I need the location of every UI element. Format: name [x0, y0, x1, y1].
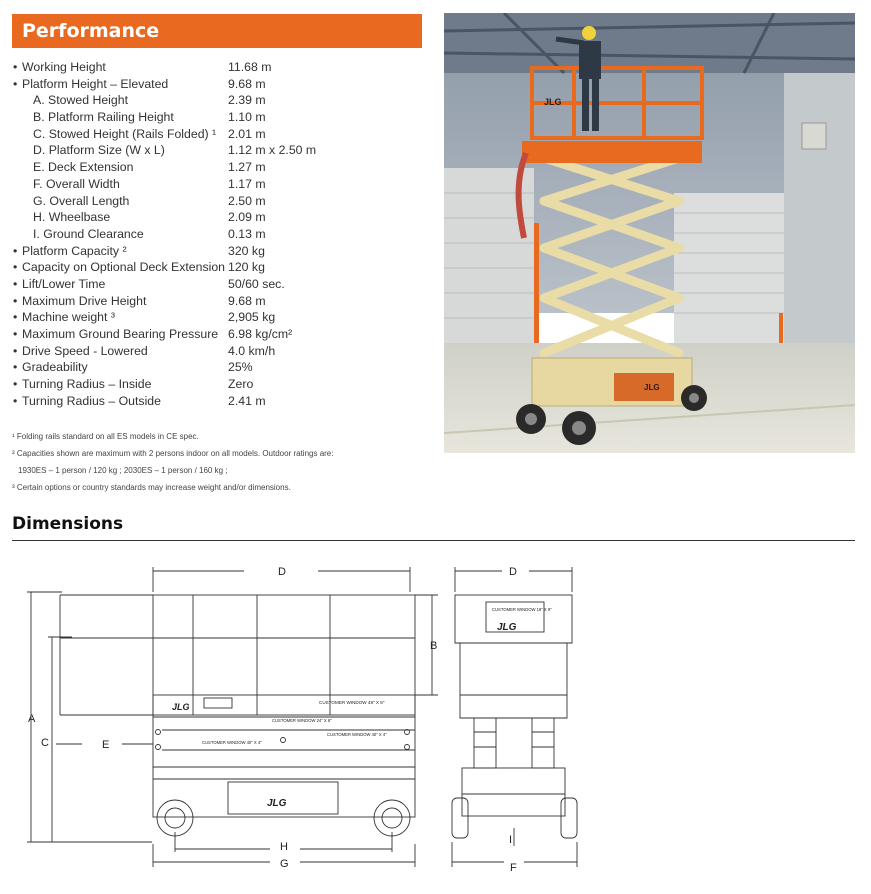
bullet: • [13, 293, 18, 308]
spec-value: 9.68 m [228, 293, 266, 308]
spec-label: Maximum Drive Height [22, 293, 147, 308]
spec-row [12, 327, 432, 344]
spec-list [12, 60, 432, 410]
front-view [452, 567, 577, 867]
spec-value: 25% [228, 360, 253, 375]
performance-banner [12, 14, 422, 48]
spec-value: 11.68 m [228, 60, 272, 74]
spec-value: 2.41 m [228, 393, 266, 408]
spec-row [12, 127, 432, 144]
performance-title: Performance [22, 20, 160, 42]
spec-row [12, 377, 432, 394]
spec-value: 2.09 m [228, 210, 266, 225]
spec-label: Lift/Lower Time [22, 276, 106, 291]
spec-value: 2,905 kg [228, 310, 276, 325]
bullet: • [13, 360, 18, 375]
footnotes [12, 431, 432, 499]
svg-text:CUSTOMER WINDOW 19" X 9": CUSTOMER WINDOW 19" X 9" [492, 607, 552, 612]
bullet: • [13, 276, 18, 291]
dimensions-title: Dimensions [12, 514, 124, 534]
spec-value: 2.50 m [228, 193, 266, 208]
spec-label: G. Overall Length [33, 193, 130, 208]
dim-label-a: A [28, 713, 36, 725]
spec-row [12, 344, 432, 361]
spec-row [12, 110, 432, 127]
spec-label: A. Stowed Height [33, 93, 129, 108]
spec-value: 6.98 kg/cm² [228, 327, 293, 341]
dim-label-b: B [430, 640, 438, 652]
spec-row [12, 277, 432, 294]
spec-value: 1.10 m [228, 110, 266, 125]
bullet: • [13, 60, 18, 74]
bullet: • [13, 393, 18, 408]
spec-label: Platform Height – Elevated [22, 76, 169, 91]
dim-label-e: E [102, 739, 110, 751]
spec-row [12, 194, 432, 211]
spec-label: C. Stowed Height (Rails Folded) ¹ [33, 126, 217, 141]
spec-row [12, 294, 432, 311]
spec-label: D. Platform Size (W x L) [33, 143, 165, 158]
spec-row [12, 394, 432, 411]
dim-label-h: H [280, 841, 288, 853]
spec-label: Maximum Ground Bearing Pressure [22, 327, 219, 341]
svg-text:CUSTOMER WINDOW 24" X 8": CUSTOMER WINDOW 24" X 8" [272, 718, 332, 723]
spec-label: Turning Radius – Outside [22, 393, 161, 408]
svg-text:JLG: JLG [172, 702, 190, 712]
spec-value: 320 kg [228, 243, 265, 258]
spec-row [12, 143, 432, 160]
spec-row [12, 244, 432, 261]
spec-label: E. Deck Extension [33, 160, 134, 175]
spec-row [12, 260, 432, 277]
spec-value: 4.0 km/h [228, 343, 276, 358]
spec-value: 2.01 m [228, 126, 266, 141]
svg-text:JLG: JLG [544, 97, 562, 107]
section-divider [12, 540, 855, 541]
spec-value: Zero [228, 377, 254, 392]
spec-label: Working Height [22, 60, 106, 74]
spec-label: Turning Radius – Inside [22, 377, 152, 392]
svg-text:CUSTOMER WINDOW 48" X 8": CUSTOMER WINDOW 48" X 8" [319, 700, 385, 705]
dim-label-d-side: D [278, 566, 286, 578]
spec-value: 0.13 m [228, 226, 266, 241]
spec-row [12, 177, 432, 194]
spec-row [12, 60, 432, 77]
dim-label-g: G [280, 858, 289, 870]
spec-label: F. Overall Width [33, 176, 120, 191]
spec-label: Capacity on Optional Deck Extension [22, 260, 226, 275]
spec-label: Gradeability [22, 360, 88, 375]
spec-label: Drive Speed - Lowered [22, 343, 148, 358]
bullet: • [13, 243, 18, 258]
spec-label: Machine weight ³ [22, 310, 115, 325]
spec-value: 50/60 sec. [228, 276, 285, 291]
bullet: • [13, 76, 18, 91]
spec-label: I. Ground Clearance [33, 226, 144, 241]
dim-label-i: I [509, 834, 513, 846]
svg-text:JLG: JLG [497, 622, 517, 633]
dim-label-c: C [41, 737, 49, 749]
spec-row [12, 227, 432, 244]
spec-row [12, 310, 432, 327]
spec-value: 2.39 m [228, 93, 266, 108]
svg-text:CUSTOMER WINDOW 40" X 4": CUSTOMER WINDOW 40" X 4" [202, 740, 262, 745]
spec-row [12, 93, 432, 110]
bullet: • [13, 327, 18, 341]
footnote-1: ¹ Folding rails standard on all ES models in CE spec. [12, 432, 199, 441]
spec-value: 1.27 m [228, 160, 266, 175]
bullet: • [13, 310, 18, 325]
svg-text:JLG: JLG [644, 383, 660, 392]
spec-value: 1.12 m x 2.50 m [228, 143, 317, 158]
svg-text:JLG: JLG [267, 798, 287, 809]
spec-value: 9.68 m [228, 76, 266, 91]
bullet: • [13, 377, 18, 392]
footnote-2: ² Capacities shown are maximum with 2 persons indoor on all models. Outdoor ratings are: [12, 449, 334, 458]
dim-label-f: F [510, 862, 517, 874]
spec-label: Platform Capacity ² [22, 243, 127, 258]
spec-row [12, 77, 432, 94]
footnote-2-continued: 1930ES – 1 person / 120 kg ; 2030ES – 1 person / 160 kg ; [18, 466, 228, 475]
footnote-3: ³ Certain options or country standards may increase weight and/or dimensions. [12, 483, 291, 492]
spec-row [12, 210, 432, 227]
svg-text:CUSTOMER WINDOW 40" X 4": CUSTOMER WINDOW 40" X 4" [327, 732, 387, 737]
side-view [27, 567, 438, 867]
bullet: • [13, 343, 18, 358]
bullet: • [13, 260, 18, 275]
spec-label: H. Wheelbase [33, 210, 111, 225]
spec-row [12, 160, 432, 177]
spec-row [12, 360, 432, 377]
spec-value: 120 kg [228, 260, 265, 275]
dimension-drawing [12, 552, 612, 888]
dim-label-d-front: D [509, 566, 517, 578]
spec-value: 1.17 m [228, 176, 266, 191]
spec-label: B. Platform Railing Height [33, 110, 174, 125]
scissor-lift-photo [444, 13, 855, 453]
